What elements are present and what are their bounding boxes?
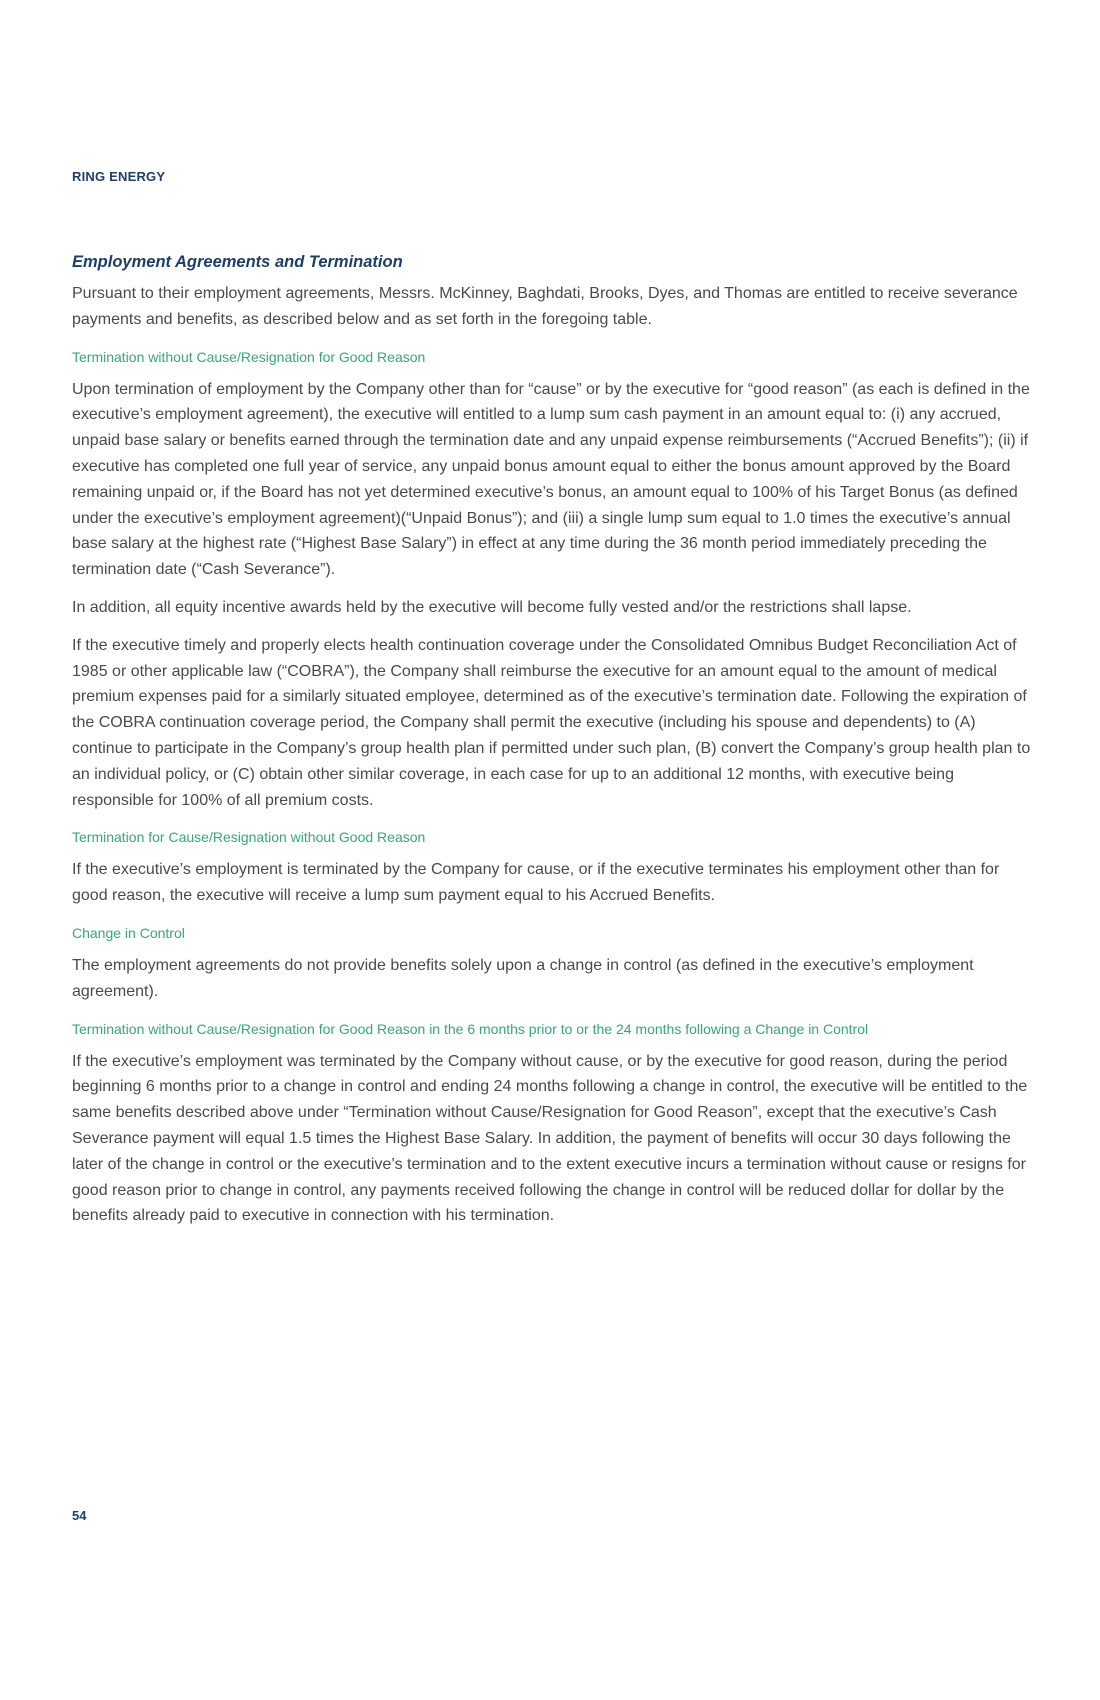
page-number: 54	[72, 1508, 87, 1523]
intro-paragraph: Pursuant to their employment agreements, Messrs. McKinney, Baghdati, Brooks, Dyes, and Thomas are entitled to receive severance payments and benefits, as described below and as set forth in the foregoing table.	[72, 285, 1018, 328]
paragraph-cobra: If the executive timely and properly elects health continuation coverage under the Consolidated Omnibus Budget Reconciliation Act of 1985 or other applicable law (“COBRA”), the Company shall reimburse the executive for an amount equal to the amount of medical premium expenses paid for a similarly situated employee, determined as of the executive’s termination date. Following the expiration of the COBRA continuation coverage period, the Company shall permit the executive (including his spouse and dependents) to (A) continue to participate in the Company’s group health plan if permitted under such plan, (B) convert the Company’s group health plan to an individual policy, or (C) obtain other similar coverage, in each case for up to an additional 12 months, with executive being responsible for 100% of all premium costs.	[72, 636, 1031, 809]
subheading-termination-for-cause: Termination for Cause/Resignation without Good Reason	[72, 829, 426, 846]
paragraph-change-in-control: The employment agreements do not provide benefits solely upon a change in control (as defined in the executive’s employment agreement).	[72, 956, 974, 1000]
document-page	[72, 0, 1032, 1700]
content	[72, 251, 1032, 1241]
subheading-termination-change-in-control: Termination without Cause/Resignation for Good Reason in the 6 months prior to or the 24 months following a Change in Control	[72, 1020, 869, 1037]
paragraph-equity-vesting: In addition, all equity incentive awards held by the executive will become fully vested and/or the restrictions shall lapse.	[72, 598, 912, 616]
paragraph-termination-benefits: Upon termination of employment by the Company other than for “cause” or by the executive for “good reason” (as each is defined in the executive’s employment agreement), the executive will entitled to a lump sum cash payment in an amount equal to: (i) any accrued, unpaid base salary or benefits earned through the termination date and any unpaid expense reimbursements (“Accrued Benefits”); (ii) if executive has completed one full year of service, any unpaid bonus amount equal to either the bonus amount approved by the Board remaining unpaid or, if the Board has not yet determined executive’s bonus, an amount equal to 100% of his Target Bonus (as defined under the executive’s employment agreement)(“Unpaid Bonus”); and (iii) a single lump sum equal to 1.0 times the executive’s annual base salary at the highest rate (“Highest Base Salary”) in effect at any time during the 36 month period immediately preceding the termination date (“Cash Severance”).	[72, 380, 1030, 579]
section-title: Employment Agreements and Termination	[72, 253, 403, 271]
paragraph-termination-change-in-control: If the executive’s employment was terminated by the Company without cause, or by the executive for good reason, during the period beginning 6 months prior to a change in control and ending 24 months following a change in control, the executive will be entitled to the same benefits described above under “Termination without Cause/Resignation for Good Reason”, except that the executive’s Cash Severance payment will equal 1.5 times the Highest Base Salary. In addition, the payment of benefits will occur 30 days following the later of the change in control or the executive’s termination and to the extent executive incurs a termination without cause or resigns for good reason prior to change in control, any payments received following the change in control will be reduced dollar for dollar by the benefits already paid to executive in connection with his termination.	[72, 1052, 1028, 1225]
subheading-termination-without-cause: Termination without Cause/Resignation for Good Reason	[72, 348, 426, 365]
subheading-change-in-control: Change in Control	[72, 924, 185, 941]
paragraph-termination-for-cause: If the executive’s employment is terminated by the Company for cause, or if the executive terminates his employment other than for good reason, the executive will receive a lump sum payment equal to his Accrued Benefits.	[72, 861, 1000, 905]
running-header: RING ENERGY	[72, 169, 166, 184]
